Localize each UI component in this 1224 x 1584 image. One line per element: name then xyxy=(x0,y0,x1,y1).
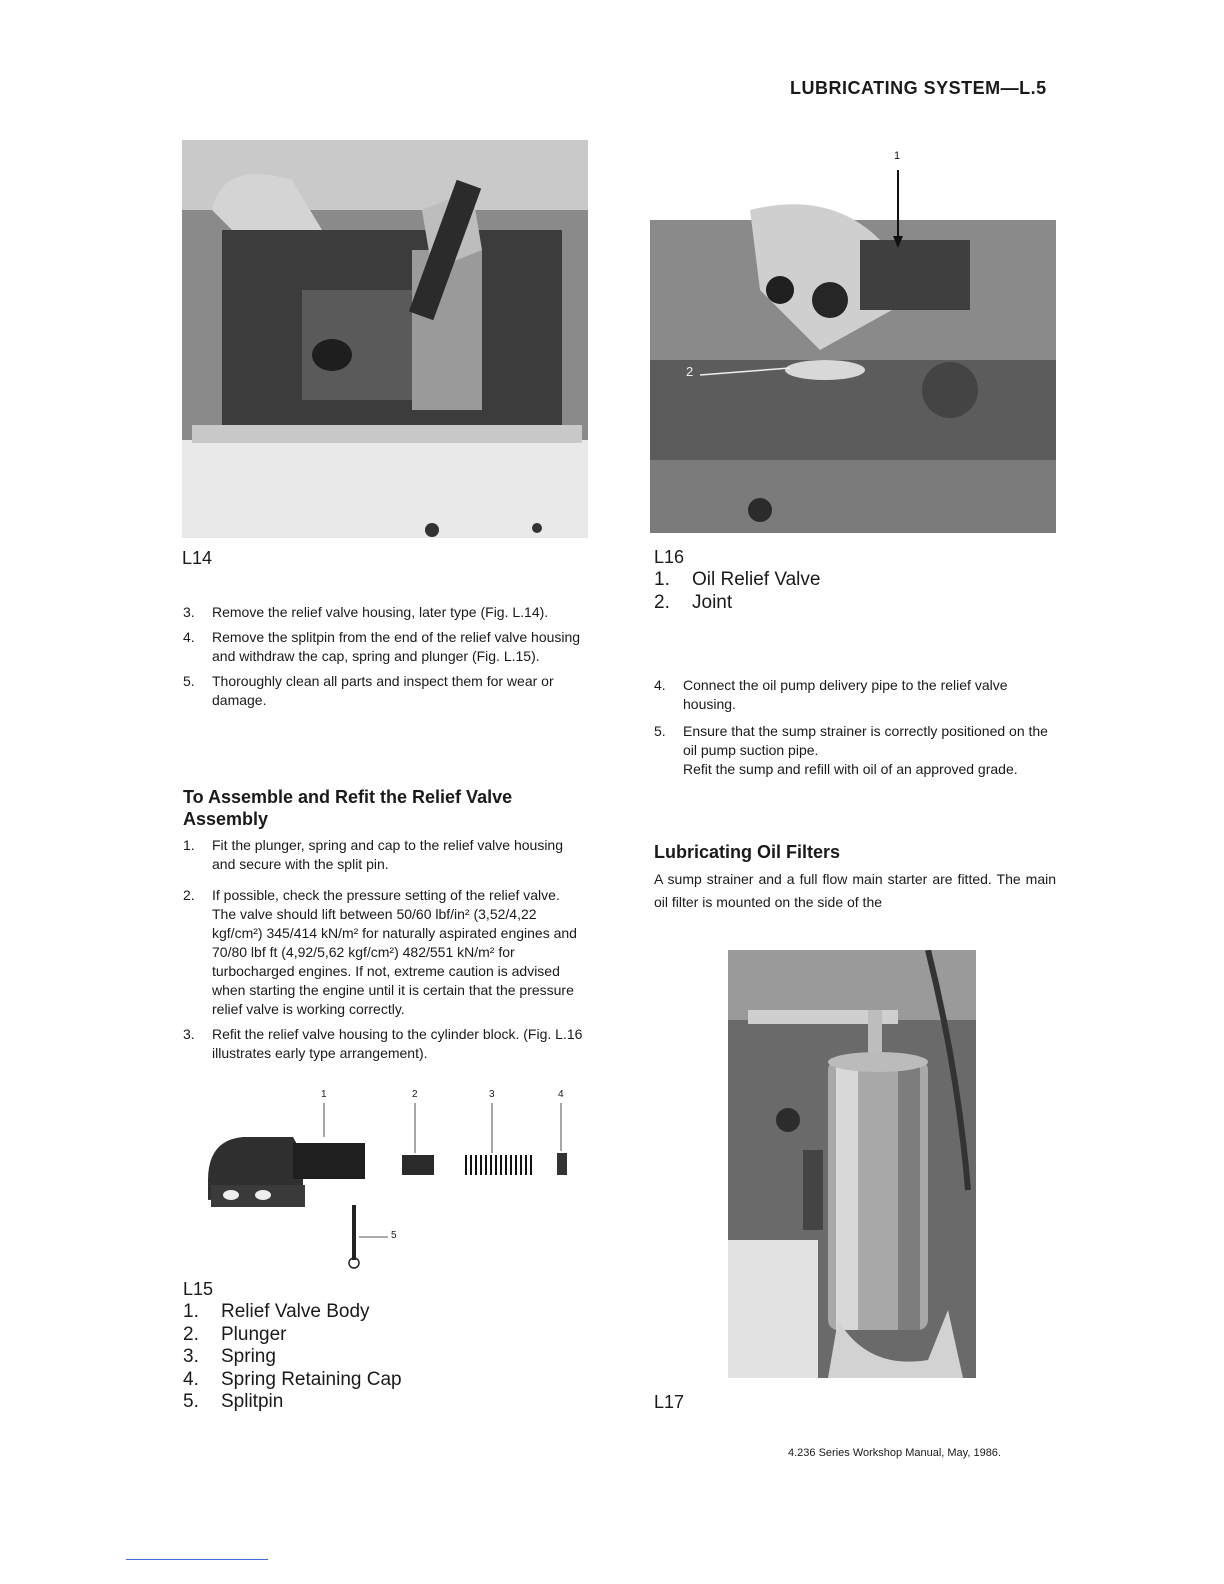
list-item: 3. Refit the relief valve housing to the cylinder block. (Fig. L.16 illustrates early type arrangement). xyxy=(183,1026,583,1061)
figure-l16-arrow-label-1: 1 xyxy=(894,150,901,162)
refit-steps xyxy=(654,676,1056,785)
oil-filters-paragraph: A sump strainer and a full flow main starter are fitted. The main oil filter is mounted on the side of the xyxy=(654,871,1056,910)
figure-l15-diagram xyxy=(183,1085,587,1275)
legend-item: 4. Spring Retaining Cap xyxy=(183,1368,402,1390)
legend-item: 2. Joint xyxy=(654,591,733,613)
figure-l17-label: L17 xyxy=(654,1392,685,1412)
figure-l14-label: L14 xyxy=(182,548,213,568)
figure-l16-label: L16 xyxy=(654,547,685,567)
figure-l15-legend xyxy=(183,1301,563,1414)
oil-filter-photo xyxy=(728,950,976,1378)
legend-item: 5. Splitpin xyxy=(183,1391,284,1412)
page-footer: 4.236 Series Workshop Manual, May, 1986. xyxy=(788,1447,1001,1459)
figure-l17-photo xyxy=(728,950,976,1378)
list-item: 1. Fit the plunger, spring and cap to the relief valve housing and secure with the split pin. xyxy=(183,837,563,872)
assembly-steps xyxy=(183,836,587,1069)
relief-valve-joint-photo xyxy=(650,130,1056,533)
page-header: LUBRICATING SYSTEM—L.5 xyxy=(790,78,1047,98)
list-item: 4. Connect the oil pump delivery pipe to the relief valve housing. xyxy=(654,677,1008,712)
figure-l15-label: L15 xyxy=(183,1279,214,1299)
callout-3: 3 xyxy=(489,1089,495,1100)
engine-relief-valve-photo xyxy=(182,140,588,538)
list-item: 2. If possible, check the pressure setting of the relief valve. The valve should lift between 50/60 lbf/in² (3,52/4,22 kgf/cm²) 345/414 kN/m² for naturally aspirated engines and 70/80 lbf ft (4,92/5,62 kgf/cm²) 482/551 kN/m² for turbocharged engines. If not, extreme caution is advised when starting the engine until it is certain that the pressure relief valve is working correctly. xyxy=(183,887,577,1017)
step5-extra: Refit the sump and refill with oil of an approved grade. xyxy=(683,761,1018,777)
relief-valve-parts-illustration xyxy=(183,1085,587,1275)
section-title-assemble: To Assemble and Refit the Relief Valve Assembly xyxy=(183,787,513,829)
legend-item: 3. Spring xyxy=(183,1346,276,1367)
removal-steps xyxy=(183,603,587,716)
section-title-oil-filters: Lubricating Oil Filters xyxy=(654,842,841,862)
list-item: 4. Remove the splitpin from the end of the relief valve housing and withdraw the cap, spring and plunger (Fig. L.15). xyxy=(183,629,581,664)
legend-item: 1. Oil Relief Valve xyxy=(654,569,821,590)
legend-item: 1. Relief Valve Body xyxy=(183,1301,370,1322)
callout-2: 2 xyxy=(412,1089,418,1100)
callout-1: 1 xyxy=(321,1089,327,1100)
legend-item: 2. Plunger xyxy=(183,1323,287,1345)
figure-l16-photo xyxy=(650,130,1056,533)
callout-4: 4 xyxy=(558,1089,564,1100)
figure-l16-arrow-label-2: 2 xyxy=(686,364,694,379)
list-item: 5. Ensure that the sump strainer is correctly positioned on the oil pump suction pipe. Refit the sump and refill with oil of an approved grade. xyxy=(654,723,1048,777)
list-item: 3. Remove the relief valve housing, later type (Fig. L.14). xyxy=(183,604,549,620)
figure-l14-photo xyxy=(182,140,588,538)
callout-5: 5 xyxy=(391,1230,397,1241)
list-item: 5. Thoroughly clean all parts and inspect them for wear or damage. xyxy=(183,673,554,708)
footer-divider xyxy=(126,1559,268,1560)
figure-l16-legend xyxy=(654,569,1014,614)
